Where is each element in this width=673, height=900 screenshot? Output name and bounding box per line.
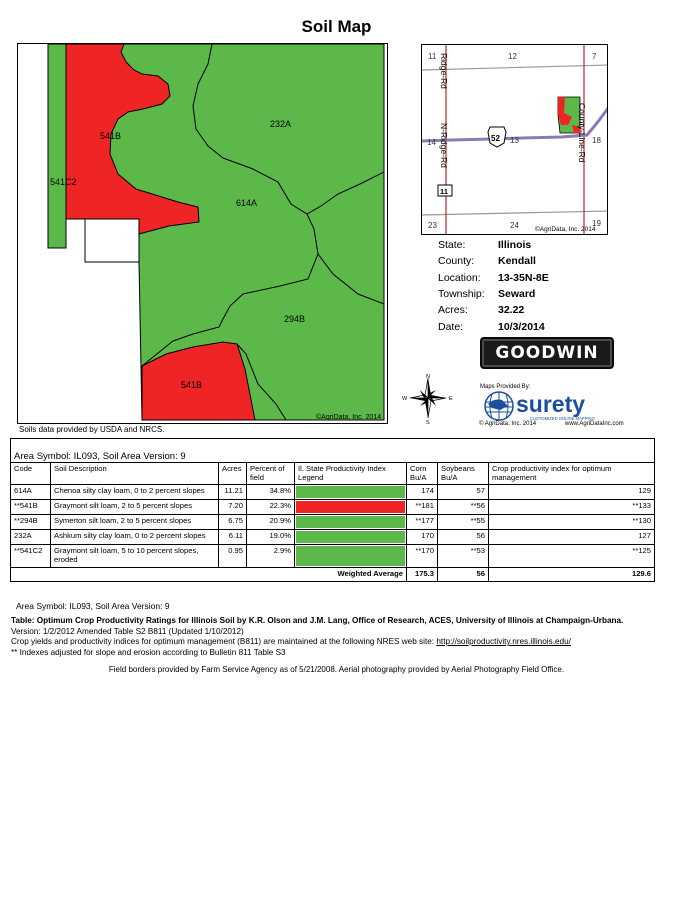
soil-label: 541B — [100, 131, 122, 141]
info-key: Acres: — [438, 304, 468, 317]
soil-map[interactable] — [17, 43, 388, 424]
compass-s: S — [426, 420, 430, 424]
note-line — [11, 637, 651, 648]
column-header: Code — [11, 463, 51, 485]
soil-label: 541B — [181, 380, 203, 390]
info-value: Seward — [498, 288, 536, 301]
cell-percent: 19.0% — [247, 530, 295, 545]
info-key: Location: — [438, 271, 481, 284]
info-row — [438, 318, 549, 334]
cell-acres: 6.11 — [219, 530, 247, 545]
cell-code: 614A — [11, 485, 51, 500]
cell-code: **541B — [11, 500, 51, 515]
soil-label: 294B — [284, 314, 306, 324]
soil-table — [10, 438, 655, 582]
page-title: Soil Map — [301, 17, 372, 36]
cell-acres: 11.21 — [219, 485, 247, 500]
field-borders-note: Field borders provided by Farm Service Agency as of 5/21/2008. Aerial photography provided by Aerial Photography Field Office. — [108, 665, 565, 674]
field-notch — [85, 219, 139, 262]
weighted-corn: 175.3 — [407, 568, 438, 582]
cell-soybeans: **56 — [438, 500, 489, 515]
weighted-average-label: Weighted Average — [11, 568, 407, 582]
road-name: County-Line-Rd — [577, 103, 587, 163]
locator-map-canvas — [422, 45, 608, 235]
note-title: Table: Optimum Crop Productivity Ratings for Illinois Soil by K.R. Olson and J.M. Lang, Office of Research, ACES, University of Illinois at Champaign-Urbana. — [11, 616, 624, 625]
location-info — [438, 237, 549, 335]
section-number: 19 — [592, 219, 601, 228]
cell-percent: 2.9% — [247, 545, 295, 568]
soil-label: 614A — [236, 198, 258, 208]
cell-percent: 20.9% — [247, 515, 295, 530]
cell-corn: 170 — [407, 530, 438, 545]
nres-link[interactable]: http://soilproductivity.nres.illinois.edu/ — [436, 637, 571, 647]
cell-code: 232A — [11, 530, 51, 545]
cell-legend — [295, 500, 407, 515]
table-row — [11, 515, 655, 530]
compass-e: E — [449, 396, 453, 402]
section-number: 11 — [428, 52, 437, 61]
cell-percent: 34.8% — [247, 485, 295, 500]
column-header: Acres — [219, 463, 247, 485]
info-value: 32.22 — [498, 304, 525, 317]
info-row — [438, 237, 549, 253]
cell-description: Chenoa silty clay loam, 0 to 2 percent slopes — [51, 485, 219, 500]
weighted-soybeans: 56 — [438, 568, 489, 582]
surety-logo — [480, 390, 630, 422]
info-value: 10/3/2014 — [498, 320, 545, 333]
surety-website[interactable]: www.AgriDataInc.com — [565, 421, 624, 427]
locator-copyright: ©AgriData, Inc. 2014 — [535, 226, 596, 233]
locator-map[interactable] — [421, 44, 608, 235]
cell-acres: 6.75 — [219, 515, 247, 530]
section-number: 13 — [510, 136, 519, 145]
cell-description: Symerton silt loam, 2 to 5 percent slopes — [51, 515, 219, 530]
info-key: County: — [438, 255, 475, 268]
cell-cpi: **125 — [489, 545, 655, 568]
legend-swatch — [296, 486, 405, 498]
table-row — [11, 530, 655, 545]
table-row — [11, 545, 655, 568]
column-header: Il. State Productivity Index Legend — [295, 463, 407, 485]
info-row — [438, 270, 549, 286]
note-text: Crop yields and productivity indices for optimum management (B811) are maintained at the following NRES web site: — [11, 637, 437, 647]
legend-swatch — [296, 546, 405, 566]
section-number: 18 — [592, 136, 601, 145]
cell-legend — [295, 485, 407, 500]
table-header-row — [11, 463, 655, 485]
cell-percent: 22.3% — [247, 500, 295, 515]
cell-cpi: **130 — [489, 515, 655, 530]
column-header: Soil Description — [51, 463, 219, 485]
info-row — [438, 302, 549, 318]
soil-map-copyright: ©AgriData, Inc. 2014 — [316, 414, 382, 421]
info-value: 13-35N-8E — [498, 271, 549, 284]
cell-legend — [295, 515, 407, 530]
cell-corn: **170 — [407, 545, 438, 568]
cell-soybeans: 57 — [438, 485, 489, 500]
soil-label: 232A — [270, 119, 292, 129]
note-line: ** Indexes adjusted for slope and erosion according to Bulletin 811 Table S3 — [11, 647, 286, 657]
info-key: State: — [438, 239, 466, 252]
column-header: Percent of field — [247, 463, 295, 485]
note-line — [11, 616, 651, 637]
section-number: 14 — [427, 138, 436, 147]
compass-rose-icon — [402, 372, 454, 424]
cell-description: Graymont silt loam, 5 to 10 percent slopes, eroded — [51, 545, 219, 568]
area-symbol-row — [11, 439, 655, 463]
cell-cpi: 127 — [489, 530, 655, 545]
legend-swatch — [296, 531, 405, 543]
info-row — [438, 286, 549, 302]
surety-copyright: © AgriData, Inc. 2014 — [479, 421, 537, 427]
column-header: Corn Bu/A — [407, 463, 438, 485]
cell-corn: 174 — [407, 485, 438, 500]
cell-corn: **181 — [407, 500, 438, 515]
surety-wordmark: surety — [516, 391, 586, 417]
section-number: 23 — [428, 221, 437, 230]
note-version: Version: 1/2/2012 Amended Table S2 B811 (Updated 1/10/2012) — [11, 626, 244, 636]
cell-description: Ashkum silty clay loam, 0 to 2 percent slopes — [51, 530, 219, 545]
info-value: Illinois — [498, 239, 532, 252]
table-row — [11, 485, 655, 500]
goodwin-logo: GOODWIN — [480, 337, 614, 369]
road-name: N-Ridge-Rd — [439, 123, 449, 168]
cell-code: **294B — [11, 515, 51, 530]
section-number: 24 — [510, 221, 519, 230]
compass-w: W — [402, 396, 408, 402]
compass-n: N — [426, 374, 430, 380]
info-value: Kendall — [498, 255, 536, 268]
area-symbol-footer: Area Symbol: IL093, Soil Area Version: 9 — [16, 601, 170, 611]
cell-description: Graymont silt loam, 2 to 5 percent slopes — [51, 500, 219, 515]
cell-soybeans: 56 — [438, 530, 489, 545]
weighted-cpi: 129.6 — [489, 568, 655, 582]
section-number: 7 — [592, 52, 597, 61]
section-line — [422, 211, 608, 215]
info-key: Date: — [438, 320, 464, 333]
soil-map-canvas — [18, 44, 388, 424]
table-notes — [11, 616, 651, 658]
cell-cpi: 129 — [489, 485, 655, 500]
section-number: 12 — [508, 52, 517, 61]
weighted-average-row — [11, 568, 655, 582]
cell-corn: **177 — [407, 515, 438, 530]
cell-code: **541C2 — [11, 545, 51, 568]
table-row — [11, 500, 655, 515]
road-name: Ridge-Rd — [439, 53, 449, 89]
column-header: Soybeans Bu/A — [438, 463, 489, 485]
surety-tagline: CUSTOMIZED ONLINE MAPPING — [530, 416, 595, 421]
cell-soybeans: **55 — [438, 515, 489, 530]
route-11-label: 11 — [440, 187, 448, 196]
area-symbol: Area Symbol: IL093, Soil Area Version: 9 — [11, 439, 655, 463]
soil-label: 541C2 — [50, 177, 77, 187]
maps-provided-label: Maps Provided By: — [480, 384, 531, 390]
info-key: Township: — [438, 288, 485, 301]
route-52-label: 52 — [491, 134, 500, 143]
cell-legend — [295, 530, 407, 545]
info-row — [438, 253, 549, 269]
cell-acres: 7.20 — [219, 500, 247, 515]
cell-legend — [295, 545, 407, 568]
legend-swatch — [296, 516, 405, 528]
cell-soybeans: **53 — [438, 545, 489, 568]
cell-acres: 0.95 — [219, 545, 247, 568]
column-header: Crop productivity index for optimum management — [489, 463, 655, 485]
usda-note: Soils data provided by USDA and NRCS. — [19, 425, 165, 434]
cell-cpi: **133 — [489, 500, 655, 515]
legend-swatch — [296, 501, 405, 513]
